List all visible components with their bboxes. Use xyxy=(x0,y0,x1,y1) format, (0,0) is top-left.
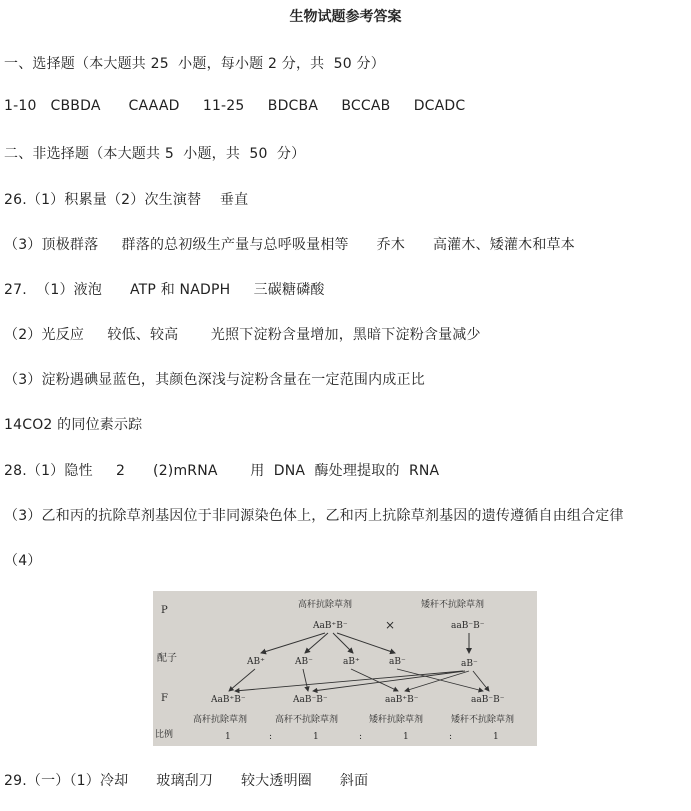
parent-right-phenotype: 矮秆不抗除草剂 xyxy=(421,600,485,610)
offspring-phenotype-2: 高秆不抗除草剂 xyxy=(275,715,339,725)
ratio-4: 1 xyxy=(493,732,499,742)
answer-27-part3: （3）淀粉遇碘显蓝色，其颜色深浅与淀粉含量在一定范围内成正比 xyxy=(4,372,425,388)
gamete-1: AB⁺ xyxy=(247,657,265,667)
row-label-gamete: 配子 xyxy=(157,653,177,664)
ratio-1: 1 xyxy=(225,732,231,742)
answer-26-part3: （3）顶极群落 群落的总初级生产量与总呼吸量相等 乔木 高灌木、矮灌木和草本 xyxy=(4,237,575,253)
offspring-genotype-2: AaB⁻B⁻ xyxy=(293,695,328,705)
answer-29-part1: 29.（一）（1）冷却 玻璃刮刀 较大透明圈 斜面 xyxy=(4,773,369,789)
answer-28-part4: （4） xyxy=(4,553,42,569)
gamete-to-offspring-arrows xyxy=(229,669,489,691)
offspring-genotype-3: aaB⁺B⁻ xyxy=(385,695,419,705)
answer-27-part1: 27. （1）液泡 ATP 和 NADPH 三碳糖磷酸 xyxy=(4,282,325,298)
offspring-phenotype-1: 高秆抗除草剂 xyxy=(193,715,248,725)
offspring-genotype-1: AaB⁺B⁻ xyxy=(211,695,246,705)
choice-answers: 1-10 CBBDA CAAAD 11-25 BDCBA BCCAB DCADC xyxy=(4,98,466,114)
answer-28-part1: 28.（1）隐性 2 (2)mRNA 用 DNA 酶处理提取的 RNA xyxy=(4,463,440,479)
gamete-right: aB⁻ xyxy=(461,659,478,669)
gamete-3: aB⁺ xyxy=(343,657,360,667)
offspring-phenotype-3: 矮秆抗除草剂 xyxy=(369,715,424,725)
parent-right-genotype: aaB⁻B⁻ xyxy=(451,621,485,631)
parent-left-phenotype: 高秆抗除草剂 xyxy=(298,600,353,610)
row-label-ratio: 比例 xyxy=(155,730,174,740)
offspring-phenotype-4: 矮秆不抗除草剂 xyxy=(451,715,515,725)
ratio-sep-1: : xyxy=(269,732,273,742)
gamete-4: aB⁻ xyxy=(389,657,406,667)
ratio-sep-2: : xyxy=(359,732,363,742)
cross-symbol: × xyxy=(385,618,396,632)
row-label-f: F xyxy=(161,693,168,704)
row-label-p: P xyxy=(161,605,168,616)
page-title: 生物试题参考答案 xyxy=(289,9,402,25)
section-nonchoice-heading: 二、非选择题（本大题共 5 小题，共 50 分） xyxy=(4,146,306,162)
parent-left-genotype: AaB⁺B⁻ xyxy=(313,621,348,631)
ratio-3: 1 xyxy=(403,732,409,742)
genetic-cross-diagram xyxy=(153,591,537,746)
ratio-2: 1 xyxy=(313,732,319,742)
offspring-genotype-4: aaB⁻B⁻ xyxy=(471,695,505,705)
section-choice-heading: 一、选择题（本大题共 25 小题，每小题 2 分，共 50 分） xyxy=(4,56,385,72)
answer-26-part1: 26.（1）积累量（2）次生演替 垂直 xyxy=(4,192,249,208)
answer-27-part2: （2）光反应 较低、较高 光照下淀粉含量增加，黑暗下淀粉含量减少 xyxy=(4,327,481,343)
answer-28-part3: （3）乙和丙的抗除草剂基因位于非同源染色体上，乙和丙上抗除草剂基因的遗传遵循自由组合定律 xyxy=(4,508,624,524)
ratio-sep-3: : xyxy=(449,732,453,742)
answer-27-part4: 14CO2 的同位素示踪 xyxy=(4,417,143,433)
parent-to-gamete-arrows xyxy=(261,633,469,653)
gamete-2: AB⁻ xyxy=(295,657,313,667)
